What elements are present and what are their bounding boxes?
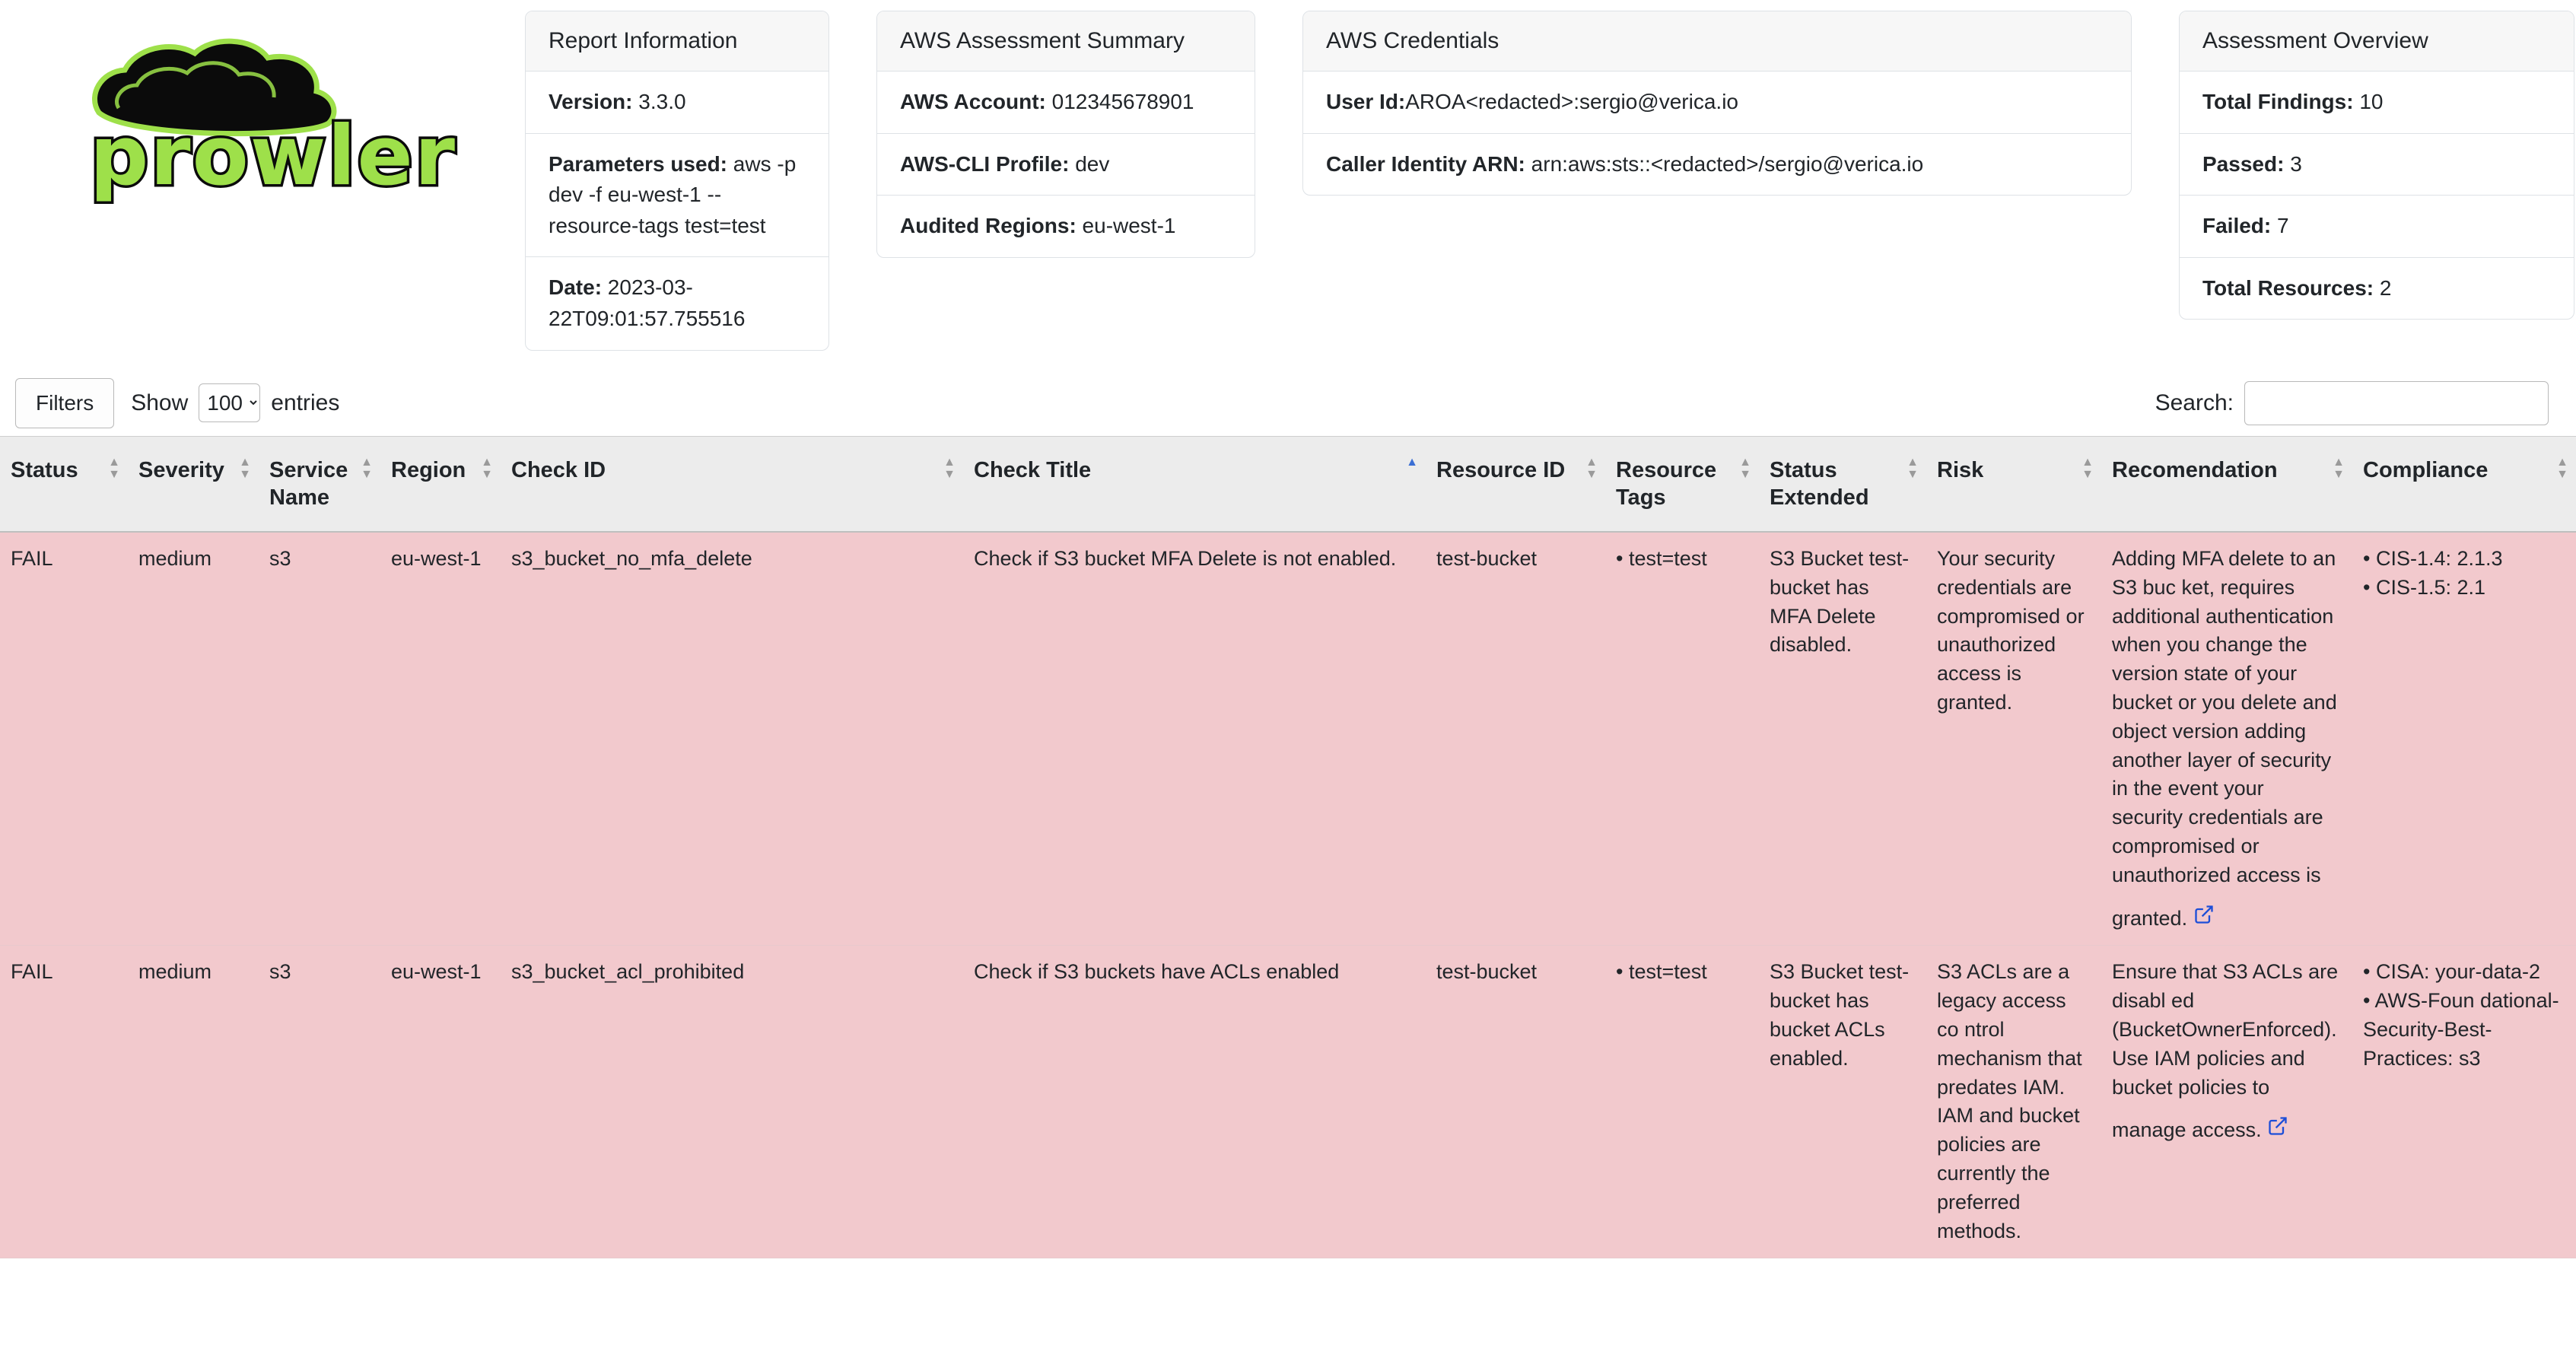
search-control bbox=[2155, 381, 2549, 425]
sort-icon[interactable]: ▲ ▼ bbox=[1907, 455, 1919, 481]
header-label: Region bbox=[391, 457, 466, 482]
card-aws-credentials bbox=[1302, 11, 2132, 196]
header-label: Recomendation bbox=[2112, 457, 2278, 482]
card-title: AWS Credentials bbox=[1303, 11, 2131, 72]
value: 3 bbox=[2290, 151, 2302, 176]
cell-check-title: Check if S3 bucket MFA Delete is not enabled. bbox=[963, 532, 1426, 946]
cell-resource-tags bbox=[1605, 946, 1759, 1258]
header-label: Service Name bbox=[269, 457, 348, 510]
column-header-check-title[interactable] bbox=[963, 436, 1426, 532]
value: 7 bbox=[2277, 214, 2289, 238]
card-row-version bbox=[526, 72, 828, 134]
sort-icon[interactable]: ▲ ▼ bbox=[2333, 455, 2345, 481]
label: User Id: bbox=[1326, 90, 1406, 113]
sort-icon[interactable]: ▲ ▼ bbox=[239, 455, 251, 481]
label: Parameters used: bbox=[549, 151, 728, 176]
column-header-service-name[interactable] bbox=[259, 436, 380, 532]
header-label: Resource ID bbox=[1436, 457, 1566, 482]
label: AWS Account: bbox=[900, 90, 1046, 113]
card-row-total-resources bbox=[2180, 258, 2574, 320]
compliance-item: • AWS-Foun dational-Security-Best-Practices: s3 bbox=[2363, 987, 2564, 1073]
value: arn:aws:sts::<redacted>/sergio@verica.io bbox=[1531, 151, 1924, 176]
cell-service-name: s3 bbox=[259, 532, 380, 946]
column-header-compliance[interactable] bbox=[2352, 436, 2576, 532]
card-report-information bbox=[525, 11, 829, 351]
label: Audited Regions: bbox=[900, 214, 1077, 238]
card-row-audited-regions bbox=[877, 196, 1255, 257]
column-header-resource-id[interactable] bbox=[1426, 436, 1605, 532]
value: 012345678901 bbox=[1051, 90, 1194, 113]
header-label: Check Title bbox=[974, 457, 1092, 482]
cell-severity: medium bbox=[128, 532, 259, 946]
cell-compliance bbox=[2352, 946, 2576, 1258]
findings-table-wrap bbox=[0, 436, 2576, 1259]
label: AWS-CLI Profile: bbox=[900, 151, 1070, 176]
value: 10 bbox=[2359, 90, 2384, 113]
cell-status: FAIL bbox=[0, 532, 128, 946]
prowler-logo-icon bbox=[46, 23, 472, 205]
label: Passed: bbox=[2202, 151, 2285, 176]
header-label: Compliance bbox=[2363, 457, 2489, 482]
value: AROA<redacted>:sergio@verica.io bbox=[1405, 90, 1738, 113]
search-input[interactable] bbox=[2244, 381, 2549, 425]
recommendation-text: Adding MFA delete to an S3 buc ket, requires additional authentication when you change the version state of your bucket or you delete and object version adding another layer of security in the event your security credentials are compromised or unauthorized access is granted. bbox=[2112, 547, 2337, 930]
card-row-date bbox=[526, 257, 828, 349]
card-row-user-id bbox=[1303, 72, 2131, 134]
show-label: Show bbox=[131, 390, 189, 415]
table-controls bbox=[0, 351, 2576, 436]
column-header-status[interactable] bbox=[0, 436, 128, 532]
entries-select[interactable] bbox=[199, 383, 260, 422]
findings-table bbox=[0, 436, 2576, 1259]
header-label: Check ID bbox=[511, 457, 606, 482]
sort-icon[interactable]: ▲ ▼ bbox=[361, 455, 373, 481]
column-header-check-id[interactable] bbox=[501, 436, 963, 532]
table-header-row bbox=[0, 436, 2576, 532]
card-row-caller-identity-arn bbox=[1303, 134, 2131, 196]
cell-status-extended: S3 Bucket test-bucket has bucket ACLs enabled. bbox=[1759, 946, 1926, 1258]
external-link-icon[interactable] bbox=[2267, 1115, 2288, 1137]
entries-label: entries bbox=[271, 390, 340, 415]
filters-button[interactable]: Filters bbox=[15, 378, 114, 428]
column-header-risk[interactable] bbox=[1926, 436, 2101, 532]
card-aws-assessment-summary bbox=[876, 11, 1255, 258]
value: 2023-03-22T09:01:57.755516 bbox=[549, 275, 746, 330]
cell-status: FAIL bbox=[0, 946, 128, 1258]
value: 2 bbox=[2379, 275, 2392, 300]
header-label: Resource Tags bbox=[1616, 457, 1717, 510]
search-label: Search: bbox=[2155, 390, 2234, 415]
column-header-resource-tags[interactable] bbox=[1605, 436, 1759, 532]
card-title: Report Information bbox=[526, 11, 828, 72]
cell-service-name: s3 bbox=[259, 946, 380, 1258]
card-row-parameters bbox=[526, 134, 828, 258]
value: 3.3.0 bbox=[638, 90, 686, 113]
cell-resource-id: test-bucket bbox=[1426, 532, 1605, 946]
sort-icon[interactable]: ▲ ▼ bbox=[481, 455, 493, 481]
value: eu-west-1 bbox=[1082, 214, 1176, 238]
card-title: AWS Assessment Summary bbox=[877, 11, 1255, 72]
label: Version: bbox=[549, 90, 633, 113]
cell-severity: medium bbox=[128, 946, 259, 1258]
cell-resource-tags bbox=[1605, 532, 1759, 946]
report-header bbox=[0, 0, 2576, 351]
label: Failed: bbox=[2202, 214, 2272, 238]
compliance-list bbox=[2363, 958, 2564, 1073]
sort-icon[interactable]: ▲ ▼ bbox=[2081, 455, 2094, 481]
cell-check-title: Check if S3 buckets have ACLs enabled bbox=[963, 946, 1426, 1258]
table-row[interactable] bbox=[0, 532, 2576, 946]
label: Caller Identity ARN: bbox=[1326, 151, 1525, 176]
cell-risk: Your security credentials are compromised or unauthorized access is granted. bbox=[1926, 532, 2101, 946]
card-row-passed bbox=[2180, 134, 2574, 196]
show-entries-control bbox=[131, 383, 339, 422]
column-header-severity[interactable] bbox=[128, 436, 259, 532]
column-header-recommendation[interactable] bbox=[2101, 436, 2352, 532]
header-label: Status Extended bbox=[1770, 457, 1869, 510]
compliance-item: • CIS-1.4: 2.1.3 bbox=[2363, 545, 2564, 574]
label: Total Resources: bbox=[2202, 275, 2374, 300]
sort-icon[interactable]: ▲ ▼ bbox=[1585, 455, 1598, 481]
card-row-failed bbox=[2180, 196, 2574, 258]
sort-icon[interactable]: ▲ ▼ bbox=[1739, 455, 1751, 481]
value: aws -p dev -f eu-west-1 --resource-tags test=test bbox=[549, 151, 797, 237]
column-header-status-extended[interactable] bbox=[1759, 436, 1926, 532]
resource-tag-list bbox=[1616, 545, 1747, 574]
cell-risk: S3 ACLs are a legacy access co ntrol mechanism that predates IAM. IAM and bucket policies are currently the preferred methods. bbox=[1926, 946, 2101, 1258]
label: Date: bbox=[549, 275, 603, 300]
card-row-aws-account bbox=[877, 72, 1255, 134]
cell-check-id: s3_bucket_acl_prohibited bbox=[501, 946, 963, 1258]
table-row[interactable] bbox=[0, 946, 2576, 1258]
cell-resource-id: test-bucket bbox=[1426, 946, 1605, 1258]
card-row-aws-cli-profile bbox=[877, 134, 1255, 196]
cell-compliance bbox=[2352, 532, 2576, 946]
sort-icon[interactable]: ▲ ▼ bbox=[108, 455, 120, 481]
header-label: Risk bbox=[1937, 457, 1984, 482]
external-link-icon[interactable] bbox=[2193, 904, 2215, 925]
cell-region: eu-west-1 bbox=[380, 532, 501, 946]
cell-recommendation bbox=[2101, 946, 2352, 1258]
compliance-list bbox=[2363, 545, 2564, 603]
value: dev bbox=[1075, 151, 1110, 176]
prowler-logo bbox=[0, 0, 525, 205]
sort-icon[interactable]: ▲ ▼ bbox=[943, 455, 956, 481]
resource-tag-list bbox=[1616, 958, 1747, 987]
sort-icon[interactable]: ▲ ▼ bbox=[2556, 455, 2568, 481]
card-assessment-overview bbox=[2179, 11, 2574, 320]
svg-text:prowler: prowler bbox=[90, 109, 457, 204]
card-row-total-findings bbox=[2180, 72, 2574, 134]
resource-tag: • test=test bbox=[1616, 958, 1747, 987]
column-header-region[interactable] bbox=[380, 436, 501, 532]
cell-region: eu-west-1 bbox=[380, 946, 501, 1258]
cell-status-extended: S3 Bucket test-bucket has MFA Delete disabled. bbox=[1759, 532, 1926, 946]
compliance-item: • CIS-1.5: 2.1 bbox=[2363, 574, 2564, 603]
resource-tag: • test=test bbox=[1616, 545, 1747, 574]
cell-recommendation bbox=[2101, 532, 2352, 946]
card-title: Assessment Overview bbox=[2180, 11, 2574, 72]
recommendation-text: Ensure that S3 ACLs are disabl ed (BucketOwnerEnforced). Use IAM policies and bucket policies to manage access. bbox=[2112, 960, 2339, 1142]
compliance-item: • CISA: your-data-2 bbox=[2363, 958, 2564, 987]
cell-check-id: s3_bucket_no_mfa_delete bbox=[501, 532, 963, 946]
sort-icon-active[interactable]: ▲ bbox=[1406, 455, 1418, 469]
header-label: Severity bbox=[138, 457, 224, 482]
header-label: Status bbox=[11, 457, 78, 482]
label: Total Findings: bbox=[2202, 90, 2354, 113]
